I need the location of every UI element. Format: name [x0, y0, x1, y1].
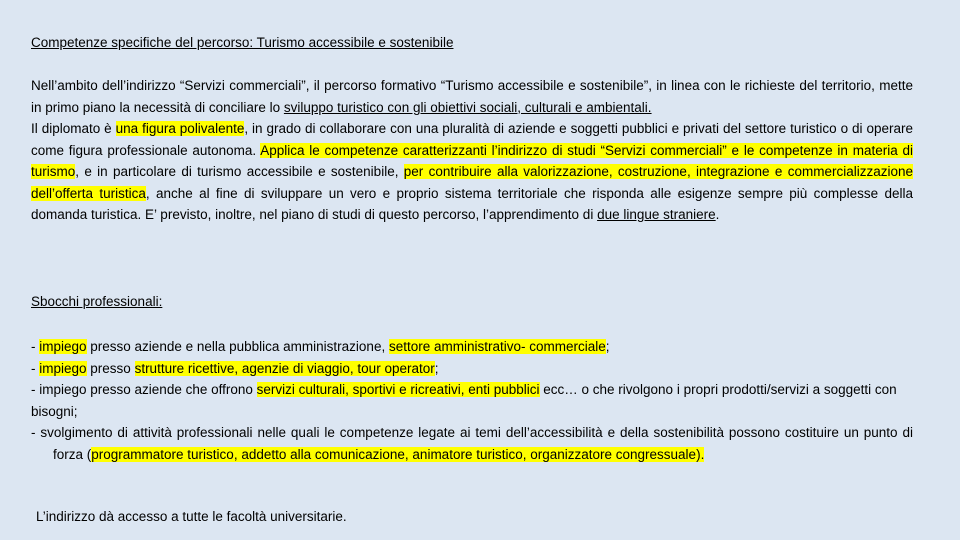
- list-text: svolgimento di attività professionali nelle quali le competenze legate ai temi dell’accessibilità e della sostenibilità possono costituire un punto di forza (: [40, 425, 913, 462]
- list-text: presso aziende e nella pubblica amministrazione,: [86, 339, 389, 354]
- list-item: [31, 379, 913, 422]
- list-dash: -: [31, 425, 41, 440]
- highlighted-phrase: impiego: [39, 339, 87, 354]
- section-subtitle: Sbocchi professionali:: [31, 294, 163, 309]
- underlined-phrase: sviluppo turistico con gli obiettivi sociali, culturali e ambientali.: [283, 99, 652, 115]
- footer-note: L’indirizzo dà accesso a tutte le facoltà universitarie.: [36, 509, 347, 524]
- list-text: ;: [434, 360, 439, 376]
- paragraph-text: , anche al fine di sviluppare un vero e proprio sistema territoriale che risponda alle esigenze sempre più complesse della domanda turistica. E’ previsto, inoltre, nel piano di studi di questo percorso, l’apprendimento di: [31, 185, 913, 222]
- paragraph-text: , e in particolare di turismo accessibile e sostenibile,: [75, 164, 404, 179]
- list-text: ecc… o che rivolgono i propri prodotti/servizi a soggetti con bisogni;: [31, 382, 897, 419]
- highlighted-phrase: Applica le competenze caratterizzanti l’indirizzo di studi “Servizi commerciali” e le competenze in materia di turismo: [31, 142, 913, 179]
- list-item: [31, 422, 913, 465]
- page-title: Competenze specifiche del percorso: Turismo accessibile e sostenibile: [31, 35, 454, 50]
- list-item: [31, 358, 913, 380]
- list-dash: -: [31, 360, 40, 376]
- list-dash: -: [31, 339, 40, 354]
- highlighted-phrase: settore amministrativo- commerciale: [388, 339, 606, 354]
- paragraph-text: .: [715, 207, 720, 222]
- highlighted-phrase: servizi culturali, sportivi e ricreativi, enti pubblici: [256, 382, 540, 397]
- highlighted-phrase: impiego: [39, 360, 87, 376]
- highlighted-phrase: una figura polivalente: [115, 121, 245, 136]
- underlined-phrase: due lingue straniere: [597, 207, 716, 222]
- paragraph-text: Nell’ambito dell’indirizzo “Servizi commerciali”, il percorso formativo “Turismo accessibile e sostenibile”, in linea con le richieste del territorio, mette in primo piano la necessità di conciliare lo: [31, 78, 913, 115]
- career-list: [31, 336, 913, 465]
- paragraph-text: Il diplomato è: [31, 121, 116, 136]
- list-text: - impiego presso aziende che offrono: [31, 382, 257, 397]
- highlighted-phrase: programmatore turistico, addetto alla comunicazione, animatore turistico, organizzatore congressuale).: [91, 446, 705, 462]
- description-paragraph: [31, 75, 913, 226]
- list-text: presso: [86, 360, 135, 376]
- list-item: [31, 336, 913, 358]
- highlighted-phrase: per contribuire alla valorizzazione, costruzione, integrazione e commercializzazione dell’offerta turistica: [31, 164, 913, 201]
- paragraph-text: , in grado di collaborare con una pluralità di aziende e soggetti pubblici e privati del settore turistico o di operare come figura professionale autonoma.: [31, 121, 914, 158]
- highlighted-phrase: strutture ricettive, agenzie di viaggio, tour operator: [134, 360, 435, 376]
- list-text: ;: [605, 339, 610, 354]
